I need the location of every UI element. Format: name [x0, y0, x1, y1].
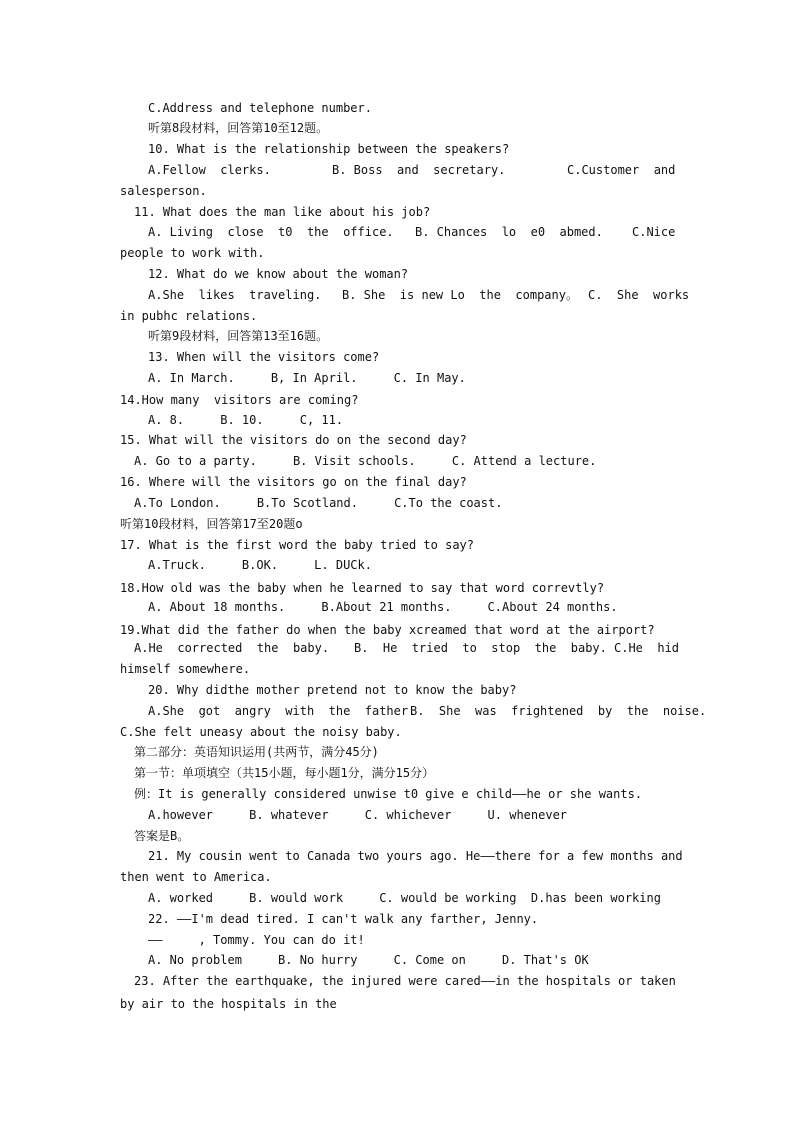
section-instruction: 听第10段材料，回答第17至20题o — [120, 517, 303, 531]
question-19: 19.What did the father do when the baby xcreamed that word at the airport? — [120, 623, 655, 637]
option-19c-cont: himself somewhere. — [120, 662, 251, 676]
option-10c-cont: salesperson. — [120, 184, 207, 198]
options-21: A. worked B. would work C. would be working D.has been working — [148, 891, 661, 905]
options-22: A. No problem B. No hurry C. Come on D. That's OK — [148, 953, 589, 967]
question-14: 14.How many visitors are coming? — [120, 393, 359, 407]
options-15: A. Go to a party. B. Visit schools. C. Attend a lecture. — [134, 454, 597, 468]
option-19b: B. He tried to stop the baby. — [354, 641, 607, 655]
section-one-heading: 第一节：单项填空（共15小题，每小题1分，满分15分） — [134, 766, 435, 780]
question-22-reply: —— , Tommy. You can do it! — [148, 933, 365, 947]
option-12b: B. She is new Lo the company。 — [342, 288, 578, 302]
question-22: 22. ——I'm dead tired. I can't walk any farther, Jenny. — [148, 912, 539, 926]
question-13: 13. When will the visitors come? — [148, 350, 380, 364]
question-20: 20. Why didthe mother pretend not to know the baby? — [148, 683, 517, 697]
question-10: 10. What is the relationship between the speakers? — [148, 142, 510, 156]
question-23: 23. After the earthquake, the injured were cared——in the hospitals or taken — [134, 974, 676, 988]
option-12a: A.She likes traveling. — [148, 288, 322, 302]
option-19c: C.He hid — [614, 641, 680, 655]
options-16: A.To London. B.To Scotland. C.To the coast. — [134, 496, 503, 510]
option-20a: A.She got angry with the father. — [148, 704, 416, 718]
section-instruction: 听第8段材料，回答第10至12题。 — [148, 121, 329, 135]
options-18: A. About 18 months. B.About 21 months. C.About 24 months. — [148, 600, 618, 614]
options-13: A. In March. B, In April. C. In May. — [148, 371, 466, 385]
question-23-cont: by air to the hospitals in the — [120, 997, 337, 1011]
options-14: A. 8. B. 10. C, 11. — [148, 413, 344, 427]
option-10b: B. Boss and secretary. — [332, 163, 506, 177]
option-10a: A.Fellow clerks. — [148, 163, 271, 177]
option-11b: B. Chances lo e0 abmed. — [415, 225, 603, 239]
question-21-cont: then went to America. — [120, 870, 272, 884]
option-19a: A.He corrected the baby. — [134, 641, 330, 655]
option-20c: C.She felt uneasy about the noisy baby. — [120, 725, 402, 739]
option-12c: C. She works — [588, 288, 690, 302]
option-line: C.Address and telephone number. — [148, 101, 372, 115]
option-11a: A. Living close t0 the office. — [148, 225, 394, 239]
option-11c-cont: people to work with. — [120, 246, 265, 260]
example-question: 例：It is generally considered unwise t0 give e child——he or she wants. — [134, 787, 643, 801]
question-12: 12. What do we know about the woman? — [148, 267, 409, 281]
options-17: A.Truck. B.OK. L. DUCk. — [148, 558, 372, 572]
question-18: 18.How old was the baby when he learned to say that word correvtly? — [120, 581, 605, 595]
question-21: 21. My cousin went to Canada two yours ago. He——there for a few months and — [148, 849, 683, 863]
question-16: 16. Where will the visitors go on the final day? — [120, 475, 467, 489]
question-17: 17. What is the first word the baby tried to say? — [120, 538, 475, 552]
example-answer: 答案是B。 — [134, 829, 190, 843]
section-instruction: 听第9段材料，回答第13至16题。 — [148, 329, 329, 343]
question-11: 11. What does the man like about his job? — [134, 205, 431, 219]
option-11c: C.Nice — [632, 225, 676, 239]
option-12c-cont: in pubhc relations. — [120, 309, 258, 323]
part-two-heading: 第二部分：英语知识运用(共两节，满分45分) — [134, 745, 379, 759]
option-20b: B. She was frightened by the noise. — [410, 704, 707, 718]
example-options: A.however B. whatever C. whichever U. whenever — [148, 808, 568, 822]
option-10c: C.Customer and — [567, 163, 676, 177]
question-15: 15. What will the visitors do on the second day? — [120, 433, 467, 447]
